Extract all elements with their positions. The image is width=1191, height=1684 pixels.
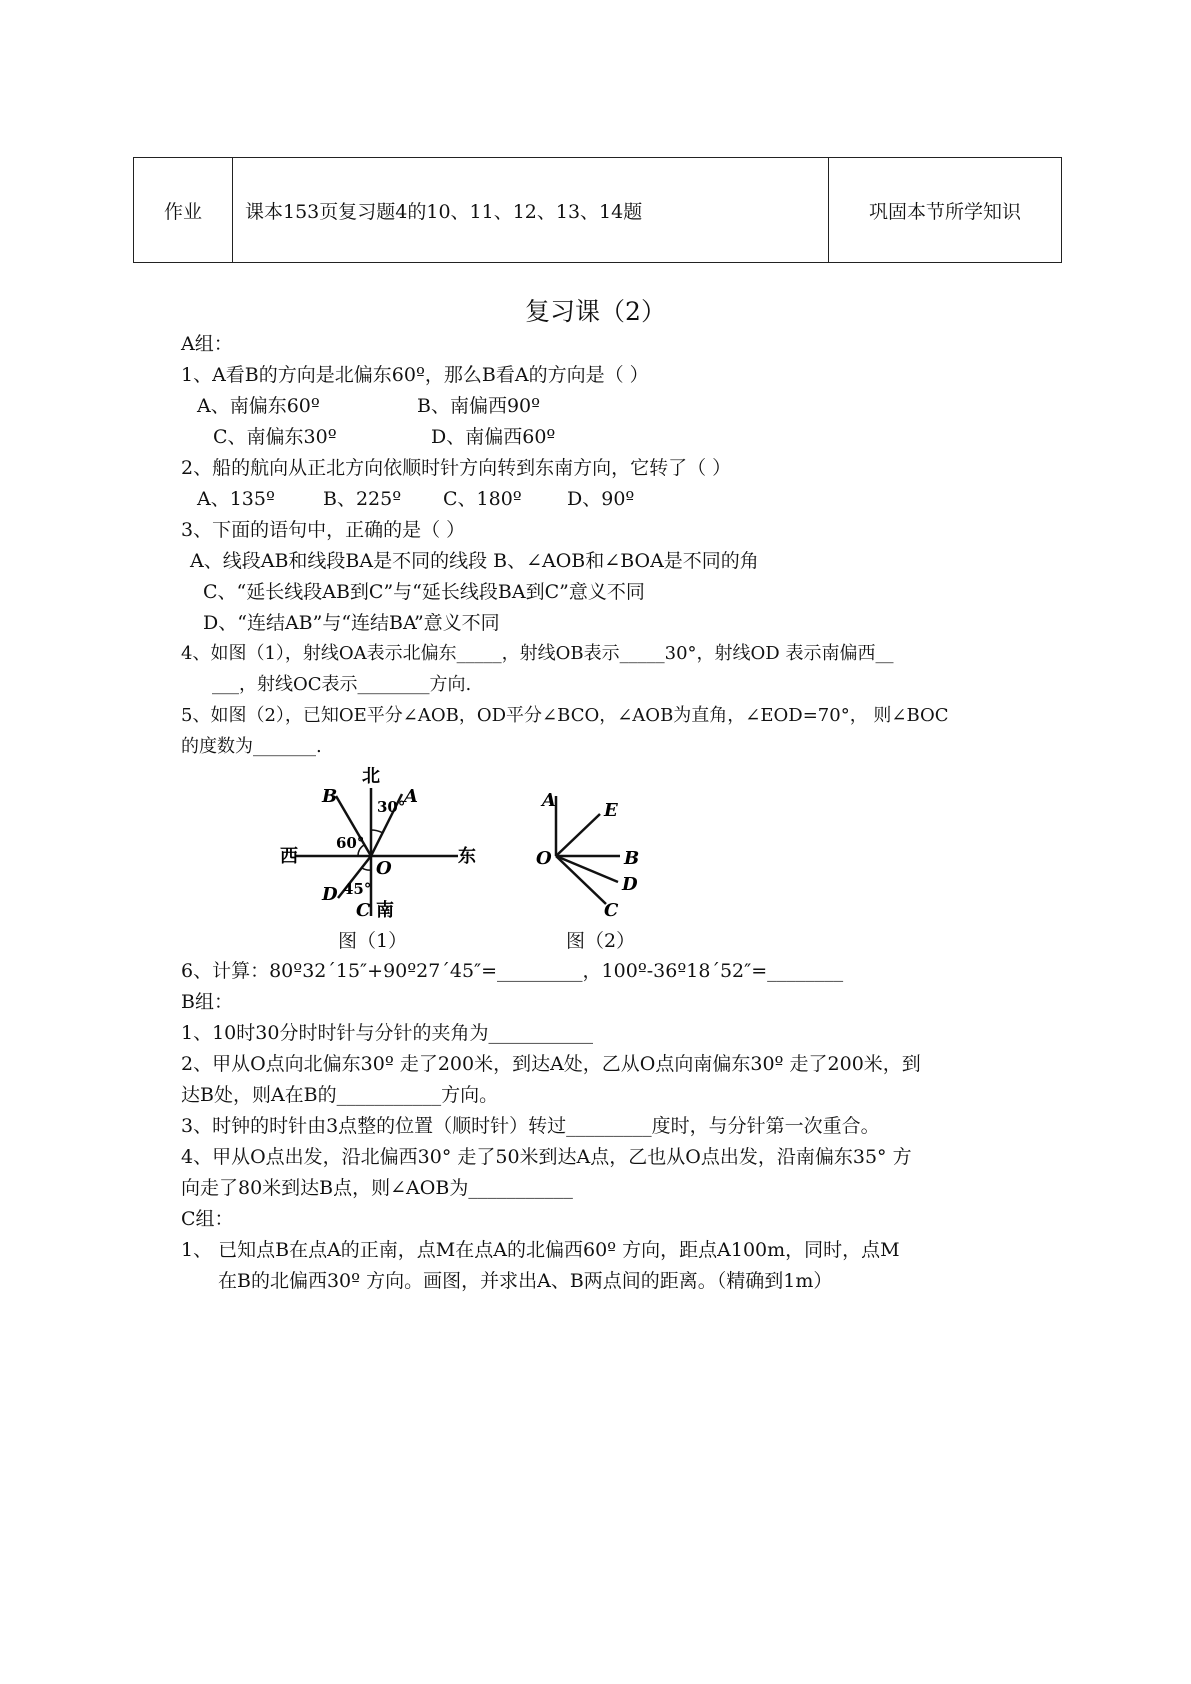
question-a2-option-a: A、135º	[197, 488, 275, 510]
question-a3-options-ab: A、线段AB和线段BA是不同的线段 B、∠AOB和∠BOA是不同的角	[190, 550, 759, 572]
label-west: 西	[280, 846, 298, 867]
group-b-heading: B组：	[181, 991, 233, 1013]
label-b: B	[322, 786, 338, 807]
question-a2: 2、船的航向从正北方向依顺时针方向转到东南方向，它转了（ ）	[181, 457, 732, 479]
question-a5-cont: 的度数为_______.	[181, 736, 322, 757]
question-c1: 1、 已知点B在点A的正南，点M在点A的北偏西60º 方向，距点A100m，同时，点M	[181, 1239, 900, 1261]
label-a: A	[542, 790, 556, 811]
label-angle-30: 30°	[377, 798, 406, 816]
label-a: A	[404, 786, 418, 807]
label-north: 北	[362, 766, 380, 787]
label-south: 南	[376, 900, 394, 921]
question-a1-option-b: B、南偏西90º	[417, 395, 541, 417]
label-d: D	[622, 874, 638, 895]
question-a6: 6、计算：80º32´15″+90º27´45″=_________，100º-36º18´52″=________	[181, 960, 844, 982]
question-b2: 2、甲从O点向北偏东30º 走了200米，到达A处，乙从O点向南偏东30º 走了200米，到	[181, 1053, 921, 1075]
question-a1-option-c: C、南偏东30º	[213, 426, 337, 448]
question-b4: 4、甲从O点出发，沿北偏西30° 走了50米到达A点，乙也从O点出发，沿南偏东35° 方	[181, 1146, 912, 1168]
question-a1-option-a: A、南偏东60º	[197, 395, 320, 417]
page-title: 复习课（2）	[525, 297, 666, 326]
label-c: C	[604, 900, 619, 921]
group-a-heading: A组：	[181, 333, 233, 355]
ray-oc	[556, 856, 606, 904]
question-b2-cont: 达B处，则A在B的___________方向。	[181, 1084, 499, 1106]
figure-2	[536, 784, 646, 920]
homework-table	[133, 157, 1062, 263]
question-a2-option-d: D、90º	[567, 488, 635, 510]
ray-od	[556, 856, 618, 882]
question-c1-cont: 在B的北偏西30º 方向。画图，并求出A、B两点间的距离。（精确到1m）	[218, 1270, 833, 1292]
question-a2-option-b: B、225º	[323, 488, 402, 510]
label-angle-60: 60°	[336, 834, 365, 852]
question-b3: 3、时钟的时针由3点整的位置（顺时针）转过_________度时，与分针第一次重合。	[181, 1115, 880, 1137]
label-o: O	[376, 858, 392, 879]
question-a5: 5、如图（2），已知OE平分∠AOB，OD平分∠BCO，∠AOB为直角，∠EOD=70°， 则∠BOC	[181, 705, 949, 726]
question-a3: 3、下面的语句中，正确的是（ ）	[181, 519, 466, 541]
question-a3-option-c: C、“延长线段AB到C”与“延长线段BA到C”意义不同	[203, 581, 645, 603]
figure-2-caption: 图（2）	[566, 930, 636, 952]
label-e: E	[604, 800, 618, 821]
arc-30	[371, 830, 383, 833]
question-b1: 1、10时30分时时针与分针的夹角为___________	[181, 1022, 593, 1044]
label-angle-45: 45°	[343, 880, 372, 898]
question-b4-cont: 向走了80米到达B点，则∠AOB为___________	[181, 1177, 573, 1199]
question-a4: 4、如图（1），射线OA表示北偏东_____，射线OB表示_____30°，射线OD 表示南偏西__	[181, 643, 894, 664]
label-o: O	[536, 848, 552, 869]
arc-45	[362, 868, 371, 870]
label-c: C	[356, 900, 371, 921]
question-a1: 1、A看B的方向是北偏东60º，那么B看A的方向是（ ）	[181, 364, 649, 386]
group-c-heading: C组：	[181, 1208, 234, 1230]
ray-oe	[556, 814, 600, 856]
figure-1-caption: 图（1）	[338, 930, 408, 952]
figure-2-svg	[536, 784, 646, 920]
question-a4-cont: ___，射线OC表示________方向.	[212, 674, 472, 695]
label-east: 东	[458, 846, 476, 867]
homework-label: 作业	[134, 158, 233, 263]
question-a2-option-c: C、180º	[443, 488, 522, 510]
figure-1	[280, 766, 480, 921]
label-b: B	[624, 848, 640, 869]
label-d: D	[322, 884, 338, 905]
question-a1-option-d: D、南偏西60º	[431, 426, 556, 448]
question-a3-option-d: D、“连结AB”与“连结BA”意义不同	[203, 612, 500, 634]
homework-goal: 巩固本节所学知识	[829, 158, 1062, 263]
homework-content: 课本153页复习题4的10、11、12、13、14题	[233, 158, 829, 263]
figure-1-svg	[280, 766, 480, 921]
